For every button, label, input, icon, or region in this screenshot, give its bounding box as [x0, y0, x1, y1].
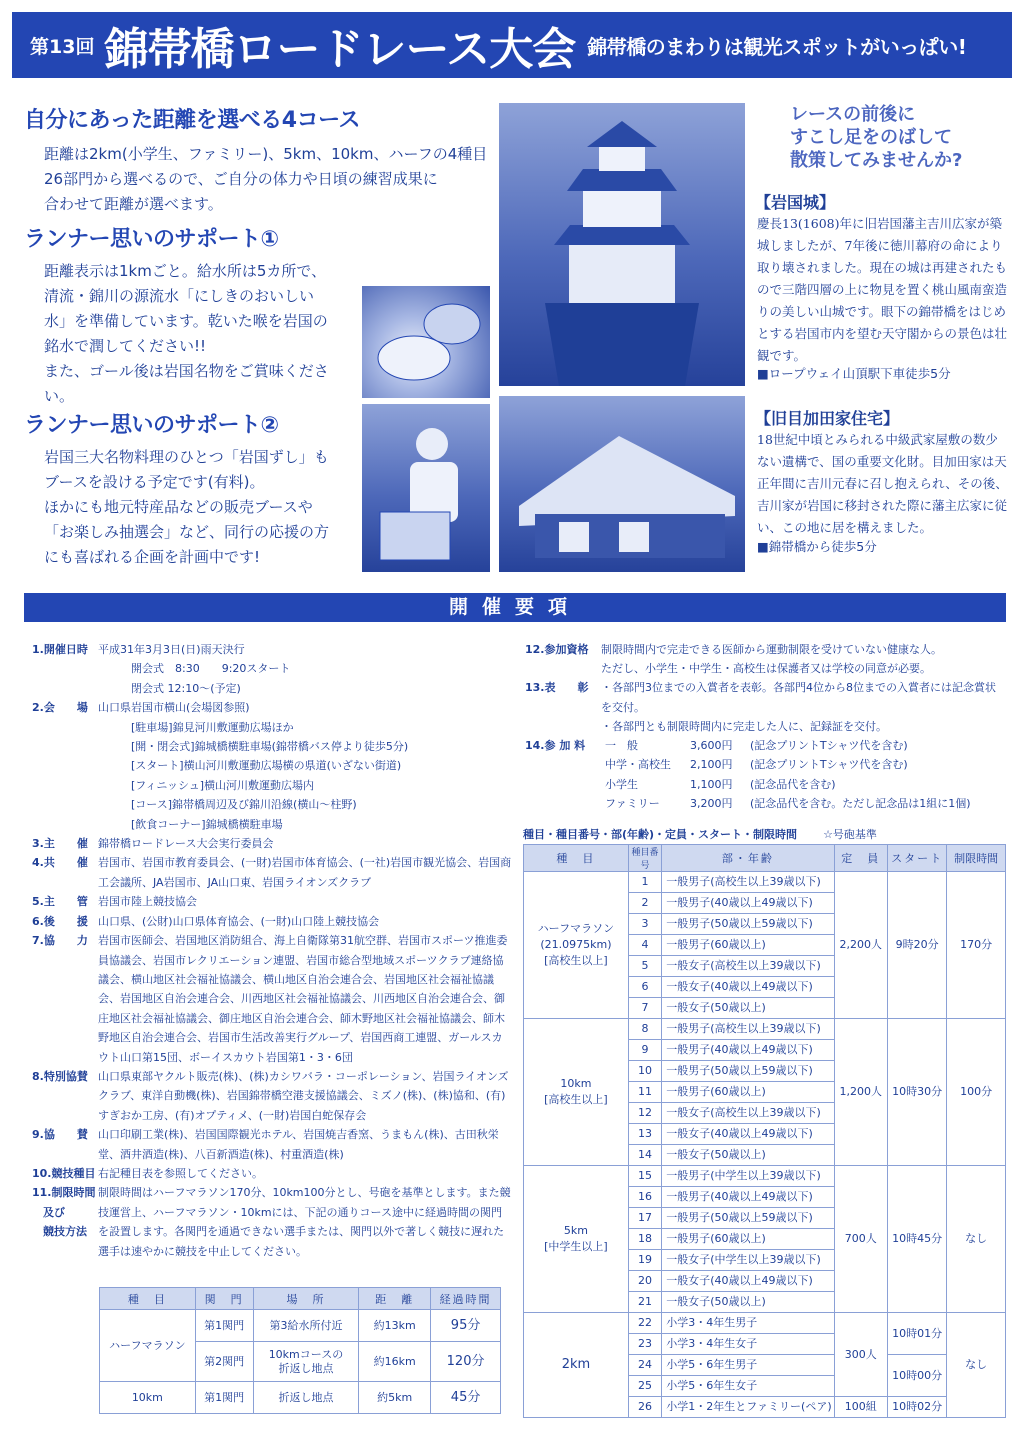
col-header: 定 員	[834, 845, 887, 872]
category-table	[523, 844, 1006, 1418]
detail-row	[525, 678, 1005, 736]
event-number: 17	[628, 1208, 661, 1229]
event-number: 26	[628, 1397, 661, 1418]
event-start: 10時45分	[887, 1166, 946, 1313]
event-division: 一般女子(高校生以上39歳以下)	[662, 1103, 834, 1124]
food-photo	[362, 286, 490, 398]
detail-value: 山口県、(公財)山口県体育協会、(一財)山口陸上競技協会	[98, 914, 380, 928]
fee-price: 2,100円	[690, 758, 733, 772]
cp-event: 10km	[100, 1382, 196, 1414]
caption-text: 種目・種目番号・部(年齢)・定員・スタート・制限時間	[523, 828, 798, 841]
event-number: 23	[628, 1334, 661, 1355]
cp-distance: 約5km	[359, 1382, 431, 1414]
event-name: 2km	[524, 1313, 629, 1418]
col-header: 経過時間	[431, 1288, 501, 1310]
detail-key: 7.協 力	[32, 934, 88, 948]
event-start: 10時02分	[887, 1397, 946, 1418]
sightseeing-intro: レースの前後に すこし足をのばして 散策してみませんか?	[790, 104, 963, 171]
detail-row	[32, 853, 512, 892]
detail-value: 岩国市、岩国市教育委員会、(一財)岩国市体育協会、(一社)岩国市観光協会、岩国商工会議所、JA岩国市、JA山口東、岩国ライオンズクラブ	[98, 856, 512, 889]
fee-price: 3,200円	[690, 796, 733, 810]
event-division: 一般男子(40歳以上49歳以下)	[662, 1040, 834, 1061]
detail-key: 12.参加資格	[525, 643, 589, 656]
category-table-caption	[523, 826, 877, 842]
chef-illustration	[362, 404, 490, 572]
col-header: 関 門	[195, 1288, 253, 1310]
fee-category: 一 般	[605, 739, 638, 753]
detail-row	[32, 1125, 512, 1164]
detail-row	[32, 931, 512, 1067]
event-division: 小学5・6年生女子	[662, 1376, 834, 1397]
col-header: 場 所	[253, 1288, 359, 1310]
fee-note: (記念プリントTシャツ代を含む)	[750, 758, 908, 772]
spot-title-castle: 【岩国城】	[755, 193, 836, 212]
detail-key: 6.後 援	[32, 914, 88, 928]
event-title: 錦帯橋ロードレース大会	[104, 24, 576, 75]
event-capacity: 1,200人	[834, 1019, 887, 1166]
feature-courses	[24, 103, 488, 217]
details-left	[32, 640, 512, 1261]
detail-key: 13.表 彰	[525, 681, 589, 695]
detail-row	[32, 1183, 512, 1261]
table-row	[100, 1310, 501, 1342]
fee-price: 3,600円	[690, 739, 733, 753]
event-number: 10	[628, 1061, 661, 1082]
event-capacity: 100組	[834, 1397, 887, 1418]
detail-value: 制限時間はハーフマラソン170分、10km100分とし、号砲を基準とします。また競技運営上、ハーフマラソン・10kmには、下記の通りコース途中に経過時間の関門を設置します。各関門を通過できない選手または、関門以外で著しく競技に遅れた選手は速やかに競技を中止してください。	[98, 1186, 511, 1258]
event-number: 25	[628, 1376, 661, 1397]
detail-value: 右記種目表を参照してください。	[98, 1166, 263, 1180]
edition-label: 第13回	[30, 35, 95, 58]
event-division: 一般男子(50歳以上59歳以下)	[662, 1061, 834, 1082]
detail-value: 山口印刷工業(株)、岩国国際観光ホテル、岩国焼吉香窯、うまもん(株)、古田秋栄堂、酒井酒造(株)、八百新酒造(株)、村重酒造(株)	[98, 1128, 499, 1161]
detail-key: 11.制限時間 及び 競技方法	[32, 1186, 96, 1239]
event-division: 小学3・4年生男子	[662, 1313, 834, 1334]
section-title-bar: 開催要項	[24, 593, 1006, 622]
sushi-chef-photo	[362, 404, 490, 572]
feature-support-1	[24, 222, 354, 409]
event-division: 一般女子(高校生以上39歳以下)	[662, 956, 834, 977]
detail-key: 9.協 賛	[32, 1128, 88, 1142]
cp-distance: 約13km	[359, 1310, 431, 1342]
event-name: 5km [中学生以上]	[524, 1166, 629, 1313]
detail-row	[525, 640, 1005, 678]
event-number: 22	[628, 1313, 661, 1334]
event-division: 一般男子(60歳以上)	[662, 935, 834, 956]
event-start: 10時30分	[887, 1019, 946, 1166]
event-number: 11	[628, 1082, 661, 1103]
event-division: 一般男子(60歳以上)	[662, 1229, 834, 1250]
event-number: 3	[628, 914, 661, 935]
event-number: 16	[628, 1187, 661, 1208]
table-row	[100, 1382, 501, 1414]
fee-category: 中学・高校生	[605, 758, 671, 772]
detail-key: 4.共 催	[32, 856, 88, 870]
fee-note: (記念プリントTシャツ代を含む)	[750, 739, 908, 753]
event-capacity: 700人	[834, 1166, 887, 1313]
detail-row	[32, 1067, 512, 1125]
col-header: 種 目	[524, 845, 629, 872]
col-header: 距 離	[359, 1288, 431, 1310]
event-number: 12	[628, 1103, 661, 1124]
cp-gate: 第2関門	[195, 1342, 253, 1382]
detail-value: 岩国市医師会、岩国地区消防組合、海上自衛隊第31航空群、岩国市スポーツ推進委員協議会、岩国市レクリエーション連盟、岩国市総合型地域スポーツクラブ連絡協議会、横山地区社会福祉協議会、横山地区自治会連合会、岩国地区社会福祉協議会、岩国地区自治会連合会、川西地区社会福祉協議会、川西地区自治会連合会、御庄地区社会福祉協議会、御庄地区自治会連合会、師木野地区社会福祉協議会、師木野地区自治会連合会、岩国市生活改善実行グループ、岩国西商工連盟、ガールスカウト山口第15団、ボーイスカウト岩国第1・3・6団	[98, 934, 508, 1064]
feature-heading: ランナー思いのサポート②	[24, 413, 279, 438]
dish-illustration	[362, 286, 490, 398]
details-right	[525, 640, 1005, 813]
event-limit: 100分	[947, 1019, 1006, 1166]
event-division: 一般男子(中学生以上39歳以下)	[662, 1166, 834, 1187]
feature-heading: 自分にあった距離を選べる4コース	[24, 108, 360, 133]
caption-note: ☆号砲基準	[823, 828, 877, 841]
cp-distance: 約16km	[359, 1342, 431, 1382]
event-subtitle: 錦帯橋のまわりは観光スポットがいっぱい!	[587, 34, 967, 59]
event-division: 一般女子(40歳以上49歳以下)	[662, 1271, 834, 1292]
event-division: 一般男子(50歳以上59歳以下)	[662, 1208, 834, 1229]
event-division: 小学1・2年生とファミリー(ペア)	[662, 1397, 834, 1418]
event-division: 一般女子(40歳以上49歳以下)	[662, 977, 834, 998]
event-limit: なし	[947, 1313, 1006, 1418]
feature-heading: ランナー思いのサポート①	[24, 227, 279, 252]
cp-event: ハーフマラソン	[100, 1310, 196, 1382]
table-row	[524, 1313, 1006, 1334]
event-division: 一般女子(50歳以上)	[662, 998, 834, 1019]
cp-place: 第3給水所付近	[253, 1310, 359, 1342]
category-table-body	[524, 872, 1006, 1418]
detail-key: 1.開催日時	[32, 643, 88, 656]
detail-value: 平成31年3月3日(日)雨天決行 開会式 8:30 9:20スタート 閉会式 12:10～(予定)	[98, 643, 291, 695]
detail-row	[32, 640, 512, 698]
table-header-row	[524, 845, 1006, 872]
table-row	[524, 1019, 1006, 1040]
feature-text: 距離は2km(小学生、ファミリー)、5km、10km、ハーフの4種目 26部門から選べるので、ご自分の体力や日頃の練習成果に 合わせて距離が選べます。	[44, 145, 488, 213]
detail-key: 8.特別協賛	[32, 1069, 88, 1083]
detail-row	[32, 698, 512, 834]
cp-place: 10kmコースの 折返し地点	[253, 1342, 359, 1382]
detail-value: 錦帯橋ロードレース大会実行委員会	[98, 837, 274, 851]
event-name: 10km [高校生以上]	[524, 1019, 629, 1166]
detail-value: 山口県岩国市横山(会場図参照) [駐車場]錦見河川敷運動広場ほか [開・閉会式]錦城橋横駐車場(錦帯橋バス停より徒歩5分) [スタート]横山河川敷運動広場横の県道(いざない街道) [フィニッシュ]横山河川敷運動広場内 [コース]錦帯橋周辺及び錦川沿線(横山～柱野) [飲食コーナー]錦城橋横駐車場	[98, 701, 409, 831]
detail-key: 3.主 催	[32, 837, 88, 851]
fee-category: 小学生	[605, 777, 638, 791]
detail-row	[32, 892, 512, 911]
event-number: 18	[628, 1229, 661, 1250]
fee-note: (記念品代を含む。ただし記念品は1組に1個)	[750, 796, 971, 810]
detail-value: 制限時間内で完走できる医師から運動制限を受けていない健康な人。 ただし、小学生・中学生・高校生は保護者又は学校の同意が必要。	[601, 643, 942, 676]
detail-row	[32, 1164, 512, 1183]
event-division: 一般男子(40歳以上49歳以下)	[662, 893, 834, 914]
cp-time: 120分	[431, 1342, 501, 1382]
spot-access-castle: ■ロープウェイ山頂駅下車徒歩5分	[757, 366, 951, 381]
cp-time: 95分	[431, 1310, 501, 1342]
cp-gate: 第1関門	[195, 1310, 253, 1342]
event-number: 15	[628, 1166, 661, 1187]
cp-time: 45分	[431, 1382, 501, 1414]
event-number: 6	[628, 977, 661, 998]
event-number: 9	[628, 1040, 661, 1061]
event-number: 14	[628, 1145, 661, 1166]
detail-key: 2.会 場	[32, 701, 88, 715]
feature-support-2	[24, 408, 354, 570]
event-number: 7	[628, 998, 661, 1019]
event-number: 2	[628, 893, 661, 914]
fee-category: ファミリー	[605, 796, 660, 810]
detail-value: 山口県東部ヤクルト販売(株)、(株)カシワバラ・コーポレーション、岩国ライオンズクラブ、東洋自動機(株)、岩国錦帯橋空港支援協議会、ミズノ(株)、(株)協和、(有)すぎおか工房、(有)オプティメ、(一財)岩国白蛇保存会	[98, 1069, 509, 1122]
feature-text: 岩国三大名物料理のひとつ「岩国ずし」も ブースを設ける予定です(有料)。 ほかにも地元特産品などの販売ブースや 「お楽しみ抽選会」など、同行の応援の方 にも喜ばれる企画を計画中です!	[44, 448, 330, 566]
table-row	[524, 872, 1006, 893]
event-division: 一般男子(40歳以上49歳以下)	[662, 1187, 834, 1208]
detail-row	[32, 912, 512, 931]
detail-key: 5.主 管	[32, 895, 88, 909]
spot-title-house: 【旧目加田家住宅】	[755, 409, 900, 428]
samurai-house-photo	[499, 396, 745, 572]
event-division: 一般男子(高校生以上39歳以下)	[662, 872, 834, 893]
event-number: 19	[628, 1250, 661, 1271]
event-limit: なし	[947, 1166, 1006, 1313]
spot-text-castle: 慶長13(1608)年に旧岩国藩主吉川広家が築城しましたが、7年後に徳川幕府の命により取り壊されました。現在の城は再建されたもので三階四層の上に物見を置く桃山風南蛮造りの美しい山城です。眼下の錦帯橋をはじめとする岩国市内を望む天守閣からの景色は壮観です。	[757, 216, 1008, 363]
house-illustration	[499, 396, 745, 572]
event-number: 24	[628, 1355, 661, 1376]
spot-access-house: ■錦帯橋から徒歩5分	[757, 539, 877, 554]
col-header: 部・年齢	[662, 845, 834, 872]
event-start: 9時20分	[887, 872, 946, 1019]
event-division: 小学3・4年生女子	[662, 1334, 834, 1355]
event-number: 1	[628, 872, 661, 893]
detail-key: 10.競技種目	[32, 1166, 96, 1180]
event-division: 一般男子(50歳以上59歳以下)	[662, 914, 834, 935]
event-number: 21	[628, 1292, 661, 1313]
event-division: 一般女子(40歳以上49歳以下)	[662, 1124, 834, 1145]
table-header-row	[100, 1288, 501, 1310]
castle-photo	[499, 103, 745, 386]
cp-gate: 第1関門	[195, 1382, 253, 1414]
event-division: 一般女子(50歳以上)	[662, 1292, 834, 1313]
event-limit: 170分	[947, 872, 1006, 1019]
event-start: 10時01分	[887, 1313, 946, 1355]
event-number: 5	[628, 956, 661, 977]
event-division: 一般男子(高校生以上39歳以下)	[662, 1019, 834, 1040]
event-name: ハーフマラソン (21.0975km) [高校生以上]	[524, 872, 629, 1019]
castle-illustration	[499, 103, 745, 386]
col-header: スタート	[887, 845, 946, 872]
header-banner	[12, 12, 1012, 78]
event-division: 一般女子(中学生以上39歳以下)	[662, 1250, 834, 1271]
cp-place: 折返し地点	[253, 1382, 359, 1414]
fee-note: (記念品代を含む)	[750, 777, 836, 791]
checkpoint-table	[99, 1287, 501, 1414]
event-number: 8	[628, 1019, 661, 1040]
event-division: 一般男子(60歳以上)	[662, 1082, 834, 1103]
col-header: 制限時間	[947, 845, 1006, 872]
col-header: 種 目	[100, 1288, 196, 1310]
feature-text: 距離表示は1kmごと。給水所は5カ所で、 清流・錦川の源流水「にしきのおいしい 水」を準備しています。乾いた喉を岩国の 銘水で潤してください!! また、ゴール後は岩国名物をご賞味くださ い。	[44, 262, 329, 405]
detail-key: 14.参 加 料	[525, 739, 586, 753]
event-capacity: 300人	[834, 1313, 887, 1397]
event-capacity: 2,200人	[834, 872, 887, 1019]
fee-table	[605, 736, 1005, 813]
detail-value: ・各部門3位までの入賞者を表彰。各部門4位から8位までの入賞者には記念賞状を交付。 ・各部門とも制限時間内に完走した人に、記録証を交付。	[601, 681, 996, 733]
fee-price: 1,100円	[690, 777, 733, 791]
detail-row	[32, 834, 512, 853]
event-division: 一般女子(50歳以上)	[662, 1145, 834, 1166]
event-division: 小学5・6年生男子	[662, 1355, 834, 1376]
spot-text-house: 18世紀中頃とみられる中級武家屋敷の数少ない遺構で、国の重要文化財。目加田家は天正年間に吉川元春に召し抱えられ、その後、吉川家が岩国に移封された際に藩主広家に従い、この地に居を構えました。	[757, 432, 1008, 535]
event-number: 4	[628, 935, 661, 956]
event-number: 20	[628, 1271, 661, 1292]
table-row	[524, 1166, 1006, 1187]
col-header: 種目番号	[628, 845, 661, 872]
event-start: 10時00分	[887, 1355, 946, 1397]
event-number: 13	[628, 1124, 661, 1145]
detail-value: 岩国市陸上競技協会	[98, 895, 197, 909]
